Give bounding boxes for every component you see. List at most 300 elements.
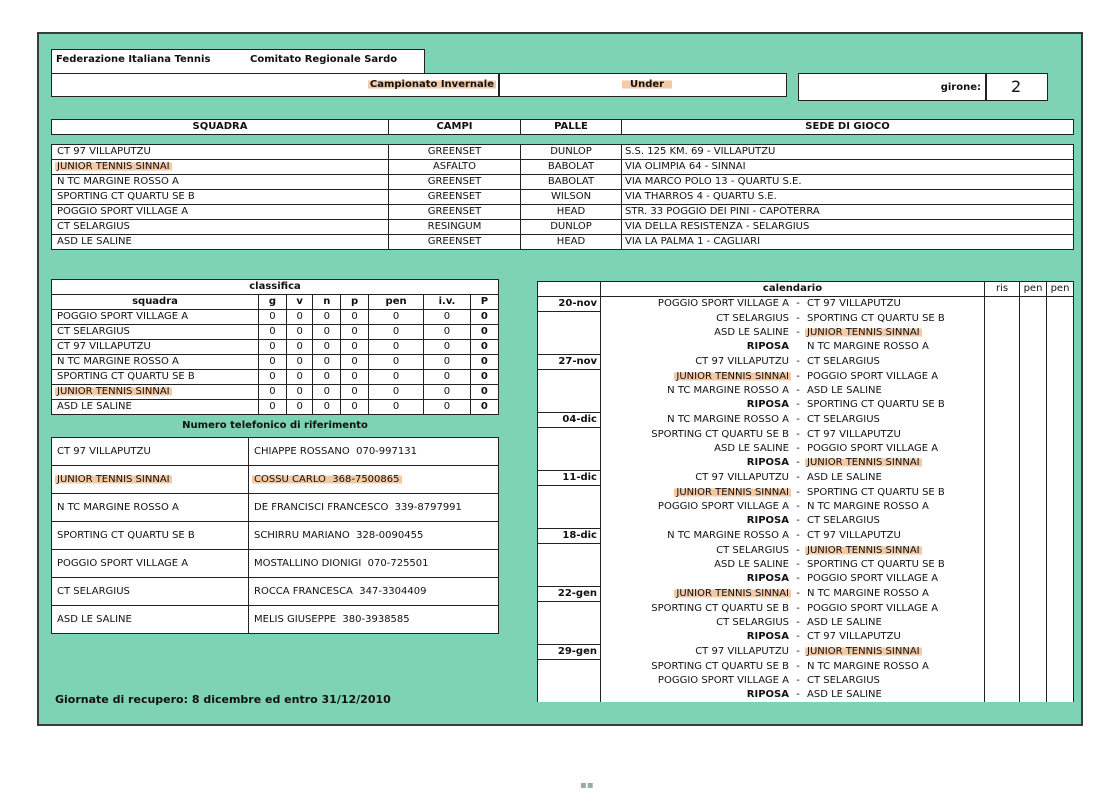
- calendar-away-text: SPORTING CT QUARTU SE B: [807, 486, 945, 498]
- calendar-date: [538, 688, 601, 702]
- calendar-home: [601, 630, 791, 644]
- team-venue: VIA MARCO POLO 13 - QUARTU S.E.: [622, 175, 1074, 190]
- standings-team: [52, 400, 259, 415]
- calendar-row: [538, 326, 1074, 340]
- calendar-ris: [985, 500, 1020, 514]
- calendar-pen1: [1020, 645, 1047, 660]
- calendar-match: [601, 616, 985, 630]
- calendar-home: [601, 544, 791, 558]
- phone-contact: [249, 438, 499, 466]
- calendar-home: [601, 355, 791, 369]
- standings-value: 0: [313, 400, 341, 415]
- calendar-sep: -: [796, 660, 800, 672]
- calendar-away-text: N TC MARGINE ROSSO A: [807, 501, 929, 512]
- standings-value: 0: [424, 340, 471, 355]
- standings-value: 0: [341, 310, 369, 325]
- calendar-date: [538, 326, 601, 340]
- calendar-match-line: [601, 660, 984, 674]
- calendar-away: [805, 326, 984, 340]
- calendar-home: [601, 602, 791, 616]
- calendar-date: [538, 384, 601, 398]
- standings-col-6: i.v.: [424, 295, 471, 310]
- calendar-match: [601, 558, 985, 572]
- calendar-date: 04-dic: [538, 413, 601, 428]
- teams-col-sede: SEDE DI GIOCO: [622, 120, 1074, 135]
- phone-team: [52, 606, 249, 634]
- calendar-row: [538, 645, 1074, 660]
- team-balls: BABOLAT: [521, 160, 622, 175]
- team-venue: VIA OLIMPIA 64 - SINNAI: [622, 160, 1074, 175]
- calendar-pen1: [1020, 529, 1047, 544]
- standings-value: 0: [313, 310, 341, 325]
- team-name-text: SPORTING CT QUARTU SE B: [57, 191, 195, 202]
- calendar-pen2: [1047, 587, 1074, 602]
- calendar-pen2: [1047, 413, 1074, 428]
- calendar-away: [805, 370, 984, 384]
- calendar-match: [601, 544, 985, 559]
- calendar-pen1: [1020, 587, 1047, 602]
- scan-mark: ▪▪: [580, 780, 594, 791]
- calendar-away-text: CT 97 VILLAPUTZU: [807, 530, 901, 541]
- calendar-pen2: [1047, 688, 1074, 702]
- calendar-row: [538, 297, 1074, 312]
- standings-value: 0: [470, 340, 498, 355]
- standings-value: 0: [286, 400, 313, 415]
- standings-value: 0: [259, 355, 287, 370]
- calendar-home-text: POGGIO SPORT VILLAGE A: [657, 298, 789, 310]
- calendar-home: [601, 398, 791, 412]
- calendar-date: [538, 312, 601, 327]
- calendar-away-text: CT 97 VILLAPUTZU: [807, 298, 901, 310]
- calendar-pen2: [1047, 326, 1074, 340]
- calendar-row: [538, 486, 1074, 501]
- calendar-ris: [985, 660, 1020, 675]
- calendar-match-line: [601, 384, 984, 398]
- calendar-match-line: [601, 587, 984, 601]
- phone-team-text: CT 97 VILLAPUTZU: [57, 446, 151, 457]
- calendar-away-text: CT 97 VILLAPUTZU: [807, 428, 901, 440]
- calendar-home-text: JUNIOR TENNIS SINNAI: [676, 370, 789, 382]
- calendar-row: [538, 428, 1074, 443]
- calendar-pen2: [1047, 428, 1074, 443]
- standings-value: 0: [470, 310, 498, 325]
- calendar-pen1: [1020, 660, 1047, 675]
- calendar-away-text: JUNIOR TENNIS SINNAI: [807, 544, 920, 556]
- calendar-sep: -: [796, 602, 800, 614]
- calendar-match-line: [601, 558, 984, 572]
- calendar-home-text: SPORTING CT QUARTU SE B: [651, 660, 789, 672]
- calendar-ris: [985, 558, 1020, 572]
- calendar-away-text: POGGIO SPORT VILLAGE A: [807, 602, 939, 614]
- standings-value: 0: [286, 355, 313, 370]
- calendar-pen1: [1020, 514, 1047, 529]
- teams-col-campi: CAMPI: [389, 120, 521, 135]
- calendar-pen2: [1047, 471, 1074, 486]
- standings-value: 0: [369, 340, 424, 355]
- calendar-date: [538, 398, 601, 413]
- calendar-pen2: [1047, 486, 1074, 501]
- calendar-pen2: [1047, 630, 1074, 645]
- team-court: GREENSET: [389, 190, 521, 205]
- calendar-row: [538, 558, 1074, 572]
- calendar-match: [601, 442, 985, 456]
- standings-team-text: CT SELARGIUS: [57, 326, 130, 337]
- calendar-date: [538, 602, 601, 617]
- phone-row: [52, 578, 499, 606]
- calendar-home: [601, 326, 791, 340]
- calendar-sep: [791, 340, 805, 354]
- calendar-pen2: [1047, 572, 1074, 587]
- calendar-row: [538, 442, 1074, 456]
- calendar-away: [805, 355, 984, 369]
- calendar-match-line: [601, 326, 984, 340]
- calendar-row: [538, 616, 1074, 630]
- calendar-away-text: JUNIOR TENNIS SINNAI: [807, 457, 920, 469]
- calendar-ris: [985, 340, 1020, 355]
- calendar-away: [805, 428, 984, 442]
- standings-value: 0: [313, 370, 341, 385]
- calendar-date: [538, 442, 601, 456]
- team-row: [52, 190, 1074, 205]
- calendar-row: [538, 500, 1074, 514]
- calendar-date: [538, 370, 601, 385]
- calendar-match-line: [601, 500, 984, 514]
- phone-row: [52, 522, 499, 550]
- calendar-match: [601, 471, 985, 486]
- phone-row: [52, 494, 499, 522]
- calendar-home: [601, 645, 791, 659]
- phone-row: [52, 550, 499, 578]
- calendar-title: calendario: [601, 282, 985, 297]
- phone-team-text: N TC MARGINE ROSSO A: [57, 502, 179, 513]
- calendar-date-header: [538, 282, 601, 297]
- calendar-row: [538, 674, 1074, 688]
- standings-row: [52, 325, 499, 340]
- calendar-row: [538, 384, 1074, 398]
- standings-value: 0: [341, 370, 369, 385]
- calendar-away: [805, 500, 984, 514]
- calendar-match-line: [601, 602, 984, 616]
- team-name-text: JUNIOR TENNIS SINNAI: [57, 161, 170, 172]
- calendar-home: [601, 384, 791, 398]
- calendar-away-text: JUNIOR TENNIS SINNAI: [807, 327, 920, 338]
- calendar-match: [601, 428, 985, 443]
- standings-col-3: n: [313, 295, 341, 310]
- calendar-away-text: CT 97 VILLAPUTZU: [807, 631, 901, 643]
- standings-title: classifica: [52, 280, 499, 295]
- calendar-home: [601, 572, 791, 586]
- calendar-sep: -: [796, 385, 800, 396]
- calendar-sep: -: [796, 689, 800, 700]
- calendar-away: [805, 688, 984, 702]
- standings-value: 0: [341, 400, 369, 415]
- calendar-sep: -: [796, 530, 800, 541]
- standings-team: [52, 340, 259, 355]
- calendar-ris: [985, 398, 1020, 413]
- standings-team-text: CT 97 VILLAPUTZU: [57, 341, 151, 352]
- phone-team: [52, 466, 249, 494]
- calendar-sep: -: [796, 399, 800, 411]
- calendar-pen1: [1020, 456, 1047, 471]
- calendar-away-text: CT SELARGIUS: [807, 414, 880, 425]
- calendar-pen1: [1020, 471, 1047, 486]
- calendar-date: [538, 544, 601, 559]
- phone-team: [52, 438, 249, 466]
- calendar-match: [601, 602, 985, 617]
- calendar-row: [538, 660, 1074, 675]
- team-name: [52, 175, 389, 190]
- calendar-away: [805, 630, 984, 644]
- standings-value: 0: [369, 400, 424, 415]
- calendar-pen1: [1020, 544, 1047, 559]
- calendar-match-line: [601, 529, 984, 543]
- calendar-away: [805, 384, 984, 398]
- standings-value: 0: [286, 370, 313, 385]
- calendar-away-text: ASD LE SALINE: [807, 689, 882, 700]
- calendar-sep: -: [796, 428, 800, 440]
- calendar-home-text: CT SELARGIUS: [716, 312, 789, 324]
- calendar-sep: -: [796, 559, 800, 570]
- team-balls: HEAD: [521, 205, 622, 220]
- standings-value: 0: [259, 310, 287, 325]
- calendar-row: [538, 340, 1074, 355]
- standings-col-2: v: [286, 295, 313, 310]
- calendar-match: [601, 326, 985, 340]
- phone-team: [52, 550, 249, 578]
- calendar-home: [601, 529, 791, 543]
- phone-contact-text: CHIAPPE ROSSANO 070-997131: [254, 446, 417, 457]
- calendar-row: [538, 355, 1074, 370]
- calendar-match: [601, 486, 985, 501]
- standings-row: [52, 355, 499, 370]
- calendar-col-pen1: pen: [1020, 282, 1047, 297]
- calendar-away: [805, 572, 984, 586]
- teams-body: [51, 144, 1074, 250]
- standings-value: 0: [286, 325, 313, 340]
- team-balls: DUNLOP: [521, 220, 622, 235]
- phone-contact-text: ROCCA FRANCESCA 347-3304409: [254, 586, 427, 597]
- team-court: GREENSET: [389, 235, 521, 250]
- calendar-date: [538, 660, 601, 675]
- calendar-match: [601, 572, 985, 587]
- standings-value: 0: [424, 370, 471, 385]
- calendar-pen1: [1020, 297, 1047, 312]
- calendar-match-line: [601, 456, 984, 470]
- calendar-home-text: ASD LE SALINE: [714, 327, 789, 338]
- calendar-pen2: [1047, 355, 1074, 370]
- calendar-match-line: [601, 616, 984, 630]
- calendar-match: [601, 514, 985, 529]
- calendar-ris: [985, 544, 1020, 559]
- teams-header-row: [51, 119, 1074, 135]
- calendar-row: [538, 471, 1074, 486]
- calendar-row: [538, 602, 1074, 617]
- calendar-home: [601, 616, 791, 630]
- team-venue: VIA LA PALMA 1 - CAGLIARI: [622, 235, 1074, 250]
- calendar-away-text: ASD LE SALINE: [807, 472, 882, 483]
- calendar-away: [805, 297, 984, 311]
- calendar-pen1: [1020, 630, 1047, 645]
- group-label: girone:: [940, 82, 981, 93]
- calendar-match: [601, 529, 985, 544]
- calendar-home-text: RIPOSA: [746, 689, 789, 700]
- calendar-home: [601, 442, 791, 456]
- calendar-match-line: [601, 645, 984, 659]
- standings-value: 0: [369, 370, 424, 385]
- team-name-text: CT 97 VILLAPUTZU: [57, 146, 151, 157]
- calendar-away-text: JUNIOR TENNIS SINNAI: [807, 646, 920, 657]
- standings-value: 0: [259, 325, 287, 340]
- calendar-home-text: SPORTING CT QUARTU SE B: [651, 602, 789, 614]
- calendar-pen2: [1047, 312, 1074, 327]
- team-name: [52, 235, 389, 250]
- phone-team: [52, 578, 249, 606]
- standings-value: 0: [313, 325, 341, 340]
- calendar-away: [805, 398, 984, 412]
- team-balls: DUNLOP: [521, 145, 622, 160]
- calendar-row: [538, 456, 1074, 471]
- calendar-sep: -: [796, 312, 800, 324]
- teams-table: [51, 119, 1074, 250]
- phone-team-text: ASD LE SALINE: [57, 614, 132, 625]
- calendar-away-text: POGGIO SPORT VILLAGE A: [807, 573, 939, 585]
- team-name: [52, 145, 389, 160]
- team-court: GREENSET: [389, 205, 521, 220]
- standings-team-text: POGGIO SPORT VILLAGE A: [57, 311, 189, 322]
- calendar-pen1: [1020, 616, 1047, 630]
- calendar-sep: -: [796, 631, 800, 643]
- federation-name: Federazione Italiana Tennis: [56, 54, 211, 65]
- calendar-sep: -: [796, 588, 800, 599]
- calendar-col-pen2: pen: [1047, 282, 1074, 297]
- team-row: [52, 145, 1074, 160]
- calendar-match: [601, 355, 985, 370]
- calendar-row: [538, 688, 1074, 702]
- calendar-sep: -: [796, 486, 800, 498]
- calendar-ris: [985, 428, 1020, 443]
- calendar-match: [601, 500, 985, 514]
- document-sheet: [37, 32, 1083, 726]
- calendar-date: 27-nov: [538, 355, 601, 370]
- calendar-match: [601, 456, 985, 471]
- team-row: [52, 220, 1074, 235]
- phone-contact-text: MELIS GIUSEPPE 380-3938585: [254, 614, 410, 625]
- standings-row: [52, 340, 499, 355]
- calendar-away-text: ASD LE SALINE: [807, 385, 882, 396]
- calendar-home-text: RIPOSA: [746, 457, 789, 469]
- calendar-match-line: [601, 688, 984, 702]
- calendar-pen1: [1020, 442, 1047, 456]
- calendar-home-text: POGGIO SPORT VILLAGE A: [657, 501, 789, 512]
- calendar-row: [538, 370, 1074, 385]
- calendar-home: [601, 456, 791, 470]
- team-row: [52, 160, 1074, 175]
- calendar-date: [538, 514, 601, 529]
- calendar-home: [601, 340, 791, 354]
- calendar-match: [601, 413, 985, 428]
- calendar-match-line: [601, 630, 984, 644]
- phones-table: [51, 415, 499, 634]
- calendar-ris: [985, 616, 1020, 630]
- calendar-away-text: CT SELARGIUS: [807, 515, 880, 527]
- calendar-home: [601, 688, 791, 702]
- calendar-pen1: [1020, 674, 1047, 688]
- standings-col-7: P: [470, 295, 498, 310]
- calendar-match-line: [601, 471, 984, 485]
- team-balls: WILSON: [521, 190, 622, 205]
- team-name-text: N TC MARGINE ROSSO A: [57, 176, 179, 187]
- phone-contact-text: COSSU CARLO 368-7500865: [254, 474, 400, 485]
- calendar-away: [805, 312, 984, 326]
- calendar-match: [601, 630, 985, 645]
- championship-label: Campionato Invernale: [369, 79, 494, 90]
- standings-value: 0: [313, 355, 341, 370]
- calendar-pen2: [1047, 602, 1074, 617]
- recovery-note: Giornate di recupero: 8 dicembre ed entro 31/12/2010: [55, 693, 391, 706]
- phone-team-text: SPORTING CT QUARTU SE B: [57, 530, 195, 541]
- calendar-pen2: [1047, 544, 1074, 559]
- calendar-ris: [985, 471, 1020, 486]
- standings-value: 0: [369, 355, 424, 370]
- standings-team: [52, 385, 259, 400]
- calendar-sep: -: [796, 298, 800, 310]
- calendar-match: [601, 312, 985, 327]
- calendar-home-text: CT 97 VILLAPUTZU: [695, 356, 789, 367]
- calendar-away-text: CT SELARGIUS: [807, 356, 880, 367]
- calendar-sep: -: [796, 356, 800, 367]
- calendar-away-text: CT SELARGIUS: [807, 675, 880, 686]
- calendar-pen2: [1047, 616, 1074, 630]
- calendar-match: [601, 660, 985, 675]
- calendar-away: [805, 674, 984, 688]
- standings-row: [52, 310, 499, 325]
- calendar-date: [538, 558, 601, 572]
- committee-name: Comitato Regionale Sardo: [250, 54, 398, 65]
- standings-value: 0: [341, 325, 369, 340]
- standings-table: [51, 279, 499, 415]
- calendar-home: [601, 471, 791, 485]
- calendar-date: 11-dic: [538, 471, 601, 486]
- standings-col-4: p: [341, 295, 369, 310]
- standings-value: 0: [470, 385, 498, 400]
- calendar-ris: [985, 587, 1020, 602]
- standings-value: 0: [424, 355, 471, 370]
- standings-team-text: JUNIOR TENNIS SINNAI: [57, 386, 170, 397]
- standings-value: 0: [369, 385, 424, 400]
- calendar-pen1: [1020, 428, 1047, 443]
- standings-value: 0: [286, 340, 313, 355]
- calendar-row: [538, 312, 1074, 327]
- team-venue: S.S. 125 KM. 69 - VILLAPUTZU: [622, 145, 1074, 160]
- calendar-away: [805, 456, 984, 470]
- calendar-away-text: ASD LE SALINE: [807, 617, 882, 628]
- calendar-home: [601, 297, 791, 311]
- calendar-pen2: [1047, 340, 1074, 355]
- calendar-sep: -: [796, 675, 800, 686]
- standings-row: [52, 370, 499, 385]
- calendar-ris: [985, 514, 1020, 529]
- calendar-date: [538, 428, 601, 443]
- standings-value: 0: [470, 325, 498, 340]
- team-balls: HEAD: [521, 235, 622, 250]
- standings-team: [52, 310, 259, 325]
- standings-row: [52, 385, 499, 400]
- calendar-date: [538, 630, 601, 645]
- calendar-away-text: N TC MARGINE ROSSO A: [807, 588, 929, 599]
- calendar-home-text: RIPOSA: [746, 341, 789, 353]
- phone-contact: [249, 466, 499, 494]
- calendar-away: [805, 340, 984, 354]
